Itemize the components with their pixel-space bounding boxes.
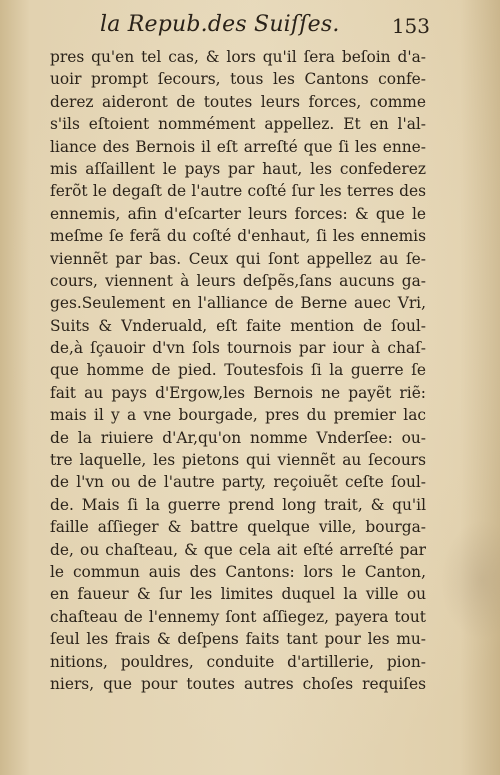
text-line: de. Mais ſi la guerre prend long trait, & qu'il — [50, 495, 426, 514]
running-header — [100, 12, 430, 46]
text-line: que homme de pied. Toutesfois ſi la guerre ſe — [50, 361, 426, 380]
text-line: s'ils eſtoient nommément appellez. Et en l'al- — [50, 115, 426, 134]
text-line: de,à ſçauoir d'vn ſols tournois par iour à chaſ- — [50, 339, 426, 358]
text-line: ennemis, afin d'eſcarter leurs forces: & que le — [50, 204, 426, 223]
text-line: tre laquelle, les pietons qui viennẽt au ſecours — [50, 451, 426, 470]
text-line: derez aideront de toutes leurs forces, comme — [50, 92, 426, 111]
text-line: nitions, pouldres, conduite d'artillerie, pion- — [50, 652, 426, 671]
text-line: mais il y a vne bourgade, pres du premier lac — [50, 406, 426, 425]
text-line: de, ou chaſteau, & que cela ait eſté arreſté par — [50, 540, 426, 559]
text-line: en faueur & ſur les limites duquel la ville ou — [50, 585, 426, 604]
text-line: mis aſſaillent le pays par haut, les confederez — [50, 159, 426, 178]
text-line: chaſteau de l'ennemy ſont aſſiegez, payera tout — [50, 607, 426, 626]
text-line: pres qu'en tel cas, & lors qu'il ſera beſoin d'a- — [50, 48, 426, 66]
text-line: Suits & Vnderuald, eſt faite mention de ſoul- — [50, 316, 426, 335]
page-number: 153 — [391, 14, 430, 38]
text-line: ſeul les frais & deſpens faits tant pour les mu- — [50, 630, 426, 649]
text-line: cours, viennent à leurs deſpẽs,ſans aucuns ga- — [50, 271, 426, 290]
text-line: de l'vn ou de l'autre party, reçoiuẽt ceſte ſoul- — [50, 473, 426, 492]
text-line: le commun auis des Cantons: lors le Canton, — [50, 562, 426, 581]
text-line: ferõt le degaſt de l'autre coſté ſur les terres des — [50, 182, 426, 201]
show-through-stain — [440, 520, 500, 640]
body-text — [50, 46, 426, 695]
text-line: uoir prompt ſecours, tous les Cantons confe- — [50, 70, 426, 89]
running-title: la Repub.des Suiſſes. — [100, 12, 340, 37]
text-line: liance des Bernois il eſt arreſté que ſi les enne- — [50, 137, 426, 156]
text-line: niers, que pour toutes autres choſes requiſes — [50, 674, 426, 693]
text-line: meſme ſe ferã du coſté d'enhaut, ſi les ennemis — [50, 227, 426, 246]
text-line: fait au pays d'Ergow,les Bernois ne payẽt riẽ: — [50, 383, 426, 402]
text-line: de la riuiere d'Ar,qu'on nomme Vnderſee: ou- — [50, 428, 426, 447]
text-line: ges.Seulement en l'alliance de Berne auec Vri, — [50, 294, 426, 313]
text-line: faille aſſieger & battre quelque ville, bourga- — [50, 518, 426, 537]
text-line: viennẽt par bas. Ceux qui ſont appellez au ſe- — [50, 249, 426, 268]
